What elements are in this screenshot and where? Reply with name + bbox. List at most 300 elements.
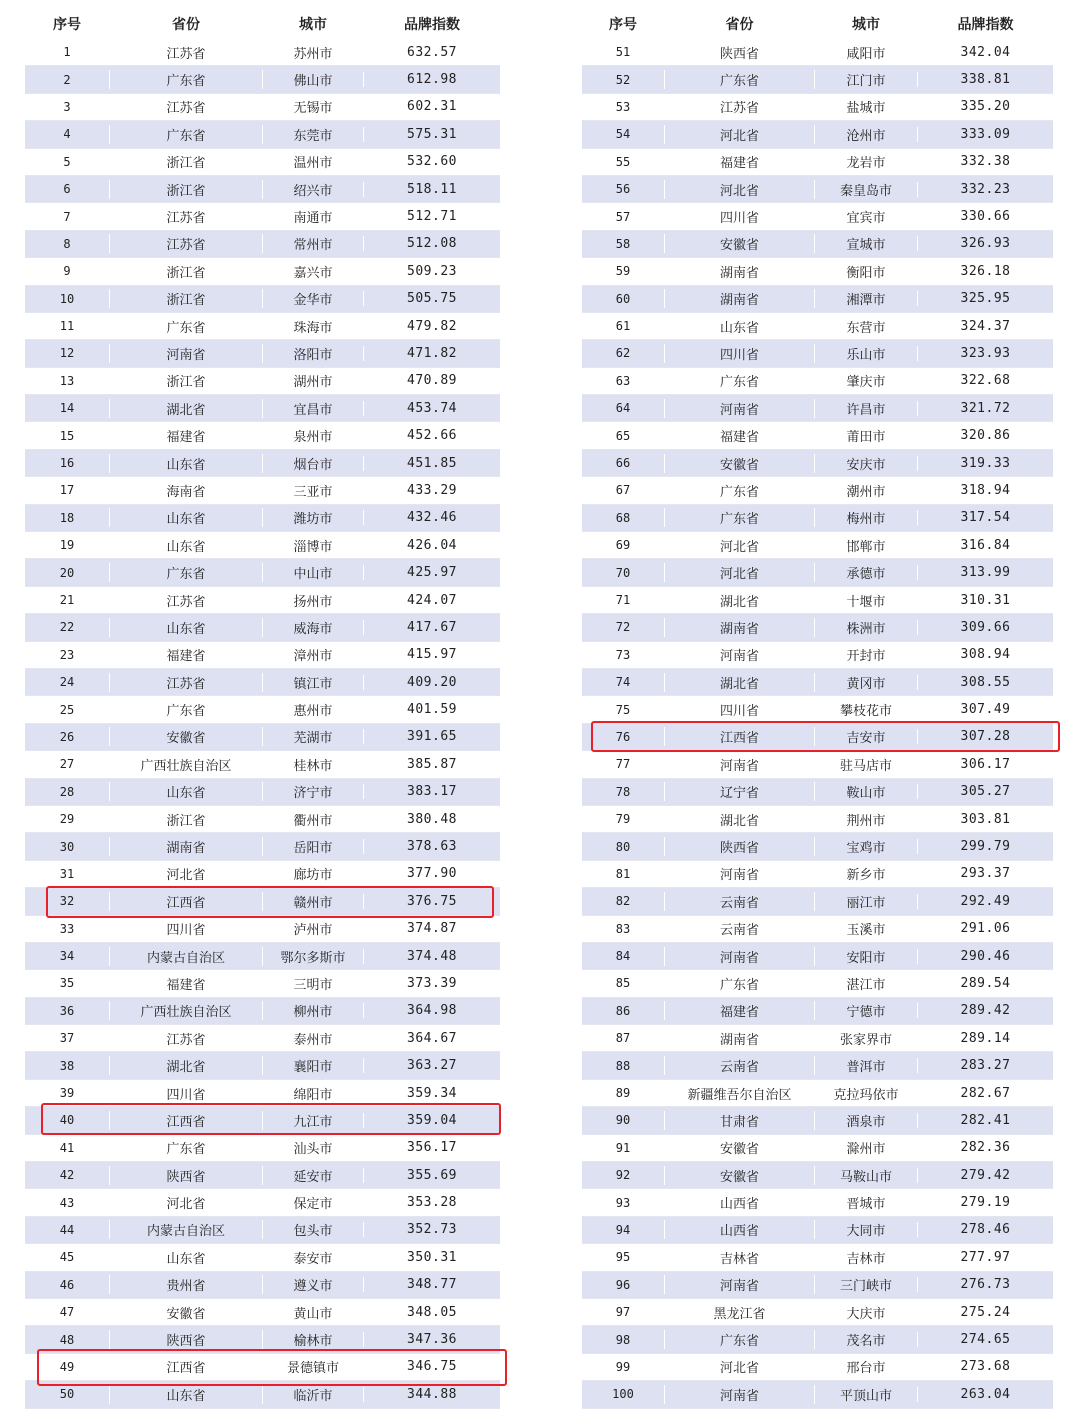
cell-rank: 33 [59,921,75,936]
table-row [582,1025,1053,1052]
cell-rank: 9 [63,264,71,279]
cell-city: 许昌市 [814,399,917,418]
cell-rank: 71 [615,593,631,607]
table-row [25,559,500,586]
cell-brand-index: 290.46 [917,949,1053,964]
cell-province: 福建省 [109,645,262,664]
header-province: 省份 [664,14,814,34]
cell-rank: 97 [615,1305,631,1320]
cell-rank: 74 [615,675,631,690]
table-row [25,1244,500,1271]
cell-city: 开封市 [814,645,917,664]
cell-brand-index: 319.33 [917,456,1053,471]
cell-city: 金华市 [262,289,363,308]
cell-city: 泸州市 [262,919,363,938]
table-row [582,231,1053,258]
cell-rank: 91 [615,1140,631,1155]
cell-city: 景德镇市 [262,1357,363,1376]
cell-rank: 68 [615,510,631,525]
table-row [582,422,1053,449]
cell-rank: 17 [59,483,75,498]
cell-brand-index: 322.68 [917,373,1053,388]
table-row [25,806,500,833]
cell-brand-index: 292.49 [917,894,1053,909]
highlight-box-ganzhou [46,886,494,918]
cell-rank: 94 [615,1222,631,1237]
cell-city: 湘潭市 [814,289,917,308]
cell-brand-index: 342.04 [917,45,1053,60]
cell-brand-index: 321.72 [917,401,1053,416]
table-row [582,861,1053,888]
cell-rank: 86 [615,1003,631,1018]
cell-city: 潮州市 [814,481,917,500]
cell-city: 黄山市 [262,1303,363,1322]
cell-city: 佛山市 [262,70,363,89]
cell-brand-index: 274.65 [917,1332,1053,1347]
table-row [582,833,1053,860]
cell-rank: 36 [59,1003,75,1018]
table-row [25,66,500,93]
cell-province: 广东省 [664,1330,814,1349]
table-row [582,1354,1053,1381]
cell-province: 河南省 [664,864,814,883]
cell-brand-index: 453.74 [363,401,500,416]
cell-city: 泰安市 [262,1248,363,1267]
cell-city: 宜宾市 [814,207,917,226]
cell-brand-index: 299.79 [917,839,1053,854]
cell-rank: 43 [59,1195,75,1210]
cell-brand-index: 293.37 [917,866,1053,881]
cell-city: 吉林市 [814,1248,917,1267]
cell-city: 潍坊市 [262,508,363,527]
cell-province: 安徽省 [109,1303,262,1322]
cell-city: 沧州市 [814,125,917,144]
cell-brand-index: 347.36 [363,1332,500,1347]
cell-rank: 93 [615,1195,631,1210]
cell-city: 秦皇岛市 [814,180,917,199]
cell-brand-index: 518.11 [363,182,500,197]
cell-province: 陕西省 [109,1166,262,1185]
cell-city: 邢台市 [814,1357,917,1376]
table-row [582,505,1053,532]
cell-brand-index: 451.85 [363,456,500,471]
cell-rank: 80 [615,839,631,854]
cell-city: 漳州市 [262,645,363,664]
cell-brand-index: 326.18 [917,264,1053,279]
table-row [582,888,1053,915]
cell-city: 吉安市 [814,727,917,746]
cell-brand-index: 602.31 [363,99,500,114]
cell-brand-index: 433.29 [363,483,500,498]
cell-brand-index: 452.66 [363,428,500,443]
cell-city: 盐城市 [814,97,917,116]
cell-rank: 58 [615,236,631,251]
cell-rank: 51 [615,45,631,60]
cell-province: 浙江省 [109,262,262,281]
cell-province: 吉林省 [664,1248,814,1267]
cell-rank: 5 [63,154,71,169]
table-row [25,121,500,148]
table-row [582,1299,1053,1326]
table-row [25,1217,500,1244]
table-row [582,368,1053,395]
cell-city: 无锡市 [262,97,363,116]
cell-city: 宜昌市 [262,399,363,418]
cell-province: 河南省 [109,344,262,363]
cell-province: 广东省 [109,125,262,144]
cell-brand-index: 352.73 [363,1222,500,1237]
cell-province: 江苏省 [109,43,262,62]
cell-brand-index: 332.23 [917,182,1053,197]
cell-brand-index: 283.27 [917,1058,1053,1073]
header-province: 省份 [109,14,262,34]
cell-province: 广东省 [664,371,814,390]
cell-rank: 12 [59,346,75,361]
cell-city: 株洲市 [814,618,917,637]
cell-brand-index: 612.98 [363,72,500,87]
table-row [25,450,500,477]
cell-province: 内蒙古自治区 [109,1220,262,1239]
cell-rank: 69 [615,538,631,553]
cell-province: 浙江省 [109,289,262,308]
cell-brand-index: 309.66 [917,620,1053,635]
cell-brand-index: 364.67 [363,1031,500,1046]
cell-province: 安徽省 [664,1138,814,1157]
cell-brand-index: 273.68 [917,1359,1053,1374]
cell-brand-index: 426.04 [363,538,500,553]
cell-brand-index: 346.75 [363,1359,500,1374]
cell-rank: 76 [615,729,631,744]
cell-brand-index: 415.97 [363,647,500,662]
cell-province: 广东省 [109,1138,262,1157]
cell-city: 苏州市 [262,43,363,62]
cell-rank: 60 [615,291,631,306]
cell-brand-index: 326.93 [917,236,1053,251]
cell-rank: 87 [615,1031,631,1046]
table-row [25,1052,500,1079]
cell-rank: 30 [59,839,75,854]
cell-province: 山东省 [109,1385,262,1404]
table-row [25,368,500,395]
cell-brand-index: 363.27 [363,1058,500,1073]
cell-brand-index: 279.19 [917,1195,1053,1210]
cell-province: 广西壮族自治区 [109,1001,262,1020]
table-row [582,1381,1053,1408]
table-row [582,1272,1053,1299]
cell-rank: 85 [615,976,631,991]
cell-city: 岳阳市 [262,837,363,856]
cell-province: 福建省 [109,974,262,993]
table-row [582,66,1053,93]
cell-brand-index: 289.42 [917,1003,1053,1018]
cell-rank: 21 [59,593,75,607]
cell-rank: 31 [59,866,75,881]
cell-city: 泉州市 [262,426,363,445]
cell-brand-index: 303.81 [917,812,1053,827]
cell-rank: 19 [59,538,75,553]
cell-city: 威海市 [262,618,363,637]
cell-province: 云南省 [664,892,814,911]
cell-province: 江苏省 [109,673,262,692]
cell-rank: 62 [615,346,631,361]
table-row [582,1244,1053,1271]
cell-province: 湖北省 [664,591,814,610]
cell-rank: 61 [615,319,631,334]
cell-brand-index: 380.48 [363,812,500,827]
cell-brand-index: 505.75 [363,291,500,306]
cell-brand-index: 374.48 [363,949,500,964]
cell-rank: 6 [63,182,71,197]
cell-rank: 59 [615,264,631,279]
cell-province: 江苏省 [109,234,262,253]
table-row [582,1135,1053,1162]
cell-city: 三亚市 [262,481,363,500]
cell-city: 东莞市 [262,125,363,144]
ranking-table-right [582,8,1053,1409]
cell-province: 陕西省 [664,43,814,62]
cell-province: 河南省 [664,645,814,664]
cell-rank: 56 [615,182,631,197]
cell-brand-index: 324.37 [917,319,1053,334]
cell-rank: 11 [59,319,75,334]
cell-province: 安徽省 [664,1166,814,1185]
cell-city: 大庆市 [814,1303,917,1322]
cell-city: 遵义市 [262,1275,363,1294]
table-row [25,779,500,806]
cell-province: 江苏省 [109,97,262,116]
table-row [582,477,1053,504]
cell-rank: 28 [59,784,75,799]
cell-city: 保定市 [262,1193,363,1212]
cell-province: 浙江省 [109,810,262,829]
cell-city: 茂名市 [814,1330,917,1349]
cell-province: 山东省 [109,536,262,555]
cell-rank: 26 [59,729,75,744]
table-row [582,751,1053,778]
ranking-table-left [25,8,500,1409]
cell-province: 新疆维吾尔自治区 [664,1084,814,1103]
table-row [582,1217,1053,1244]
cell-province: 云南省 [664,1056,814,1075]
cell-brand-index: 575.31 [363,127,500,142]
cell-rank: 45 [59,1250,75,1265]
cell-province: 湖南省 [664,1029,814,1048]
cell-city: 东营市 [814,317,917,336]
cell-city: 烟台市 [262,454,363,473]
table-row [25,724,500,751]
cell-province: 河北省 [109,1193,262,1212]
header-brand-index: 品牌指数 [917,14,1053,34]
table-row [582,614,1053,641]
cell-city: 新乡市 [814,864,917,883]
cell-brand-index: 350.31 [363,1250,500,1265]
cell-province: 浙江省 [109,180,262,199]
cell-province: 福建省 [664,1001,814,1020]
cell-city: 黄冈市 [814,673,917,692]
cell-rank: 1 [63,45,71,60]
cell-city: 攀枝花市 [814,700,917,719]
cell-province: 海南省 [109,481,262,500]
cell-rank: 46 [59,1277,75,1292]
cell-brand-index: 432.46 [363,510,500,525]
cell-city: 丽江市 [814,892,917,911]
cell-rank: 83 [615,921,631,936]
table-row [25,1299,500,1326]
cell-rank: 96 [615,1277,631,1292]
cell-province: 河北省 [664,180,814,199]
table-row [25,1162,500,1189]
cell-brand-index: 330.66 [917,209,1053,224]
cell-brand-index: 282.41 [917,1113,1053,1128]
cell-province: 四川省 [664,207,814,226]
cell-rank: 81 [615,866,631,881]
cell-rank: 50 [59,1387,75,1402]
cell-brand-index: 344.88 [363,1387,500,1402]
cell-city: 襄阳市 [262,1056,363,1075]
cell-city: 淄博市 [262,536,363,555]
table-row [582,286,1053,313]
cell-brand-index: 325.95 [917,291,1053,306]
cell-brand-index: 471.82 [363,346,500,361]
cell-city: 鄂尔多斯市 [262,947,363,966]
header-city: 城市 [262,14,363,34]
table-row [25,998,500,1025]
header-city: 城市 [814,14,917,34]
cell-rank: 29 [59,812,75,827]
cell-province: 福建省 [664,152,814,171]
cell-brand-index: 282.67 [917,1086,1053,1101]
cell-province: 贵州省 [109,1275,262,1294]
cell-province: 河南省 [664,755,814,774]
table-header [25,8,500,39]
cell-province: 辽宁省 [664,782,814,801]
table-row [25,94,500,121]
cell-brand-index: 279.42 [917,1168,1053,1183]
cell-rank: 92 [615,1168,631,1183]
cell-province: 安徽省 [664,234,814,253]
cell-rank: 39 [59,1086,75,1101]
cell-province: 山西省 [664,1193,814,1212]
cell-province: 山东省 [664,317,814,336]
cell-province: 江西省 [664,727,814,746]
cell-city: 宁德市 [814,1001,917,1020]
cell-rank: 66 [615,456,631,471]
table-row [582,1326,1053,1353]
cell-province: 湖北省 [109,399,262,418]
table-row [582,121,1053,148]
cell-brand-index: 364.98 [363,1003,500,1018]
table-row [582,943,1053,970]
cell-brand-index: 305.27 [917,784,1053,799]
table-row [582,340,1053,367]
cell-city: 龙岩市 [814,152,917,171]
cell-rank: 2 [63,72,71,87]
cell-rank: 40 [59,1113,75,1128]
cell-rank: 67 [615,483,631,498]
cell-province: 广东省 [664,508,814,527]
cell-brand-index: 470.89 [363,373,500,388]
cell-rank: 54 [615,127,631,142]
table-row [582,916,1053,943]
cell-rank: 24 [59,675,75,690]
cell-rank: 65 [615,428,631,443]
cell-province: 内蒙古自治区 [109,947,262,966]
cell-province: 广东省 [109,70,262,89]
table-row [25,532,500,559]
cell-rank: 20 [59,565,75,580]
table-row [582,998,1053,1025]
table-row [25,751,500,778]
cell-province: 河南省 [664,1385,814,1404]
cell-brand-index: 348.77 [363,1277,500,1292]
cell-city: 鞍山市 [814,782,917,801]
cell-province: 浙江省 [109,152,262,171]
cell-brand-index: 338.81 [917,72,1053,87]
cell-brand-index: 348.05 [363,1305,500,1320]
cell-province: 山东省 [109,1248,262,1267]
table-row [25,395,500,422]
table-row [582,669,1053,696]
cell-province: 陕西省 [664,837,814,856]
cell-rank: 57 [615,209,631,224]
cell-city: 大同市 [814,1220,917,1239]
cell-city: 惠州市 [262,700,363,719]
table-row [25,833,500,860]
table-row [25,1135,500,1162]
table-row [25,1025,500,1052]
cell-province: 江苏省 [109,1029,262,1048]
cell-brand-index: 291.06 [917,921,1053,936]
table-row [25,916,500,943]
table-row [25,313,500,340]
table-row [25,587,500,614]
cell-province: 河南省 [664,399,814,418]
cell-rank: 4 [63,127,71,142]
table-row [25,505,500,532]
cell-city: 肇庆市 [814,371,917,390]
cell-rank: 34 [59,949,75,964]
cell-rank: 44 [59,1222,75,1237]
cell-province: 安徽省 [109,727,262,746]
table-row [582,395,1053,422]
table-row [582,559,1053,586]
cell-brand-index: 289.14 [917,1031,1053,1046]
cell-brand-index: 313.99 [917,565,1053,580]
cell-city: 柳州市 [262,1001,363,1020]
cell-brand-index: 332.38 [917,154,1053,169]
cell-city: 芜湖市 [262,727,363,746]
table-row [25,642,500,669]
table-row [25,970,500,997]
cell-city: 三门峡市 [814,1275,917,1294]
cell-rank: 13 [59,373,75,388]
cell-city: 衡阳市 [814,262,917,281]
table-row [582,176,1053,203]
table-row [582,1052,1053,1079]
cell-province: 福建省 [664,426,814,445]
cell-city: 驻马店市 [814,755,917,774]
cell-province: 黑龙江省 [664,1303,814,1322]
cell-brand-index: 307.49 [917,702,1053,717]
cell-rank: 32 [59,894,75,909]
cell-brand-index: 316.84 [917,538,1053,553]
table-row [582,1080,1053,1107]
cell-brand-index: 333.09 [917,127,1053,142]
cell-city: 克拉玛依市 [814,1084,917,1103]
cell-city: 延安市 [262,1166,363,1185]
cell-brand-index: 310.31 [917,593,1053,608]
cell-brand-index: 275.24 [917,1305,1053,1320]
